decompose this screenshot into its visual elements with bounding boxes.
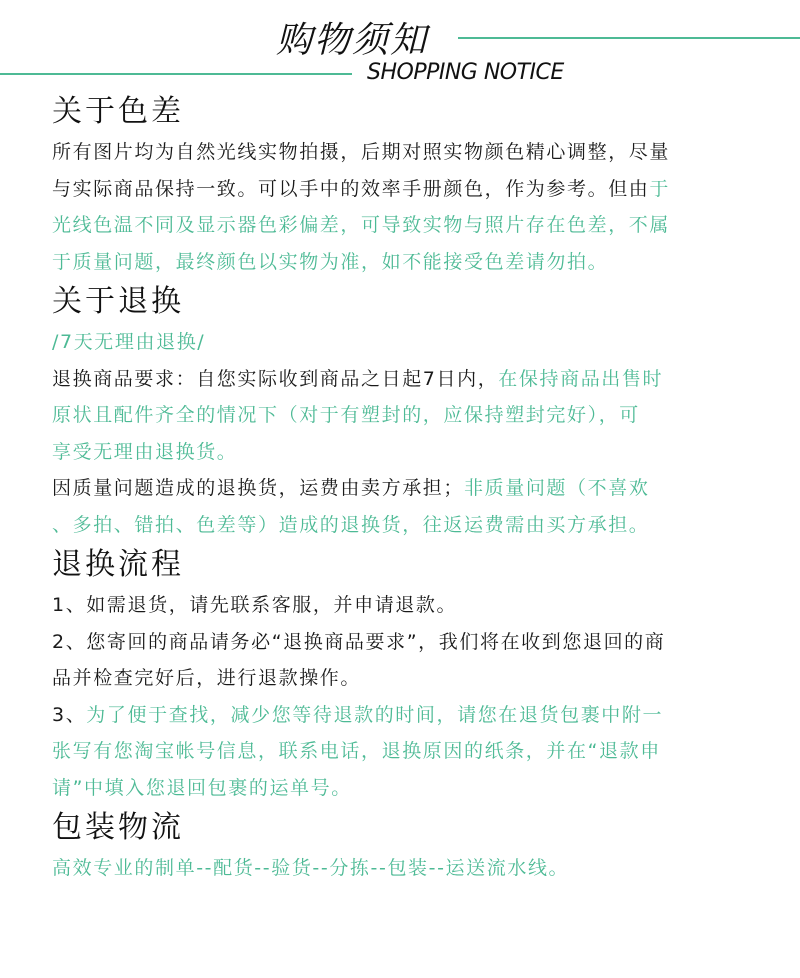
text-line (52, 361, 792, 398)
text-line (52, 134, 792, 171)
decorative-line-bottom (0, 73, 352, 75)
text-line (52, 171, 792, 208)
text-segment: 为了便于查找，减少您等待退款的时间，请您在退货包裹中附一 (86, 703, 664, 726)
text-segment: 3、 (52, 703, 87, 726)
text-segment: 所有图片均为自然光线实物拍摄，后期对照实物颜色精心调整，尽量 (52, 141, 671, 163)
text-segment: /7天无理由退换/ (52, 331, 206, 353)
section-heading: 关于退换 (52, 284, 184, 319)
text-segment: 与实际商品保持一致。可以手中的效率手册颜色，作为参考。但由 (52, 177, 650, 200)
text-segment: 在保持商品出售时 (498, 367, 664, 390)
text-line (52, 770, 792, 807)
text-segment: 1、如需退货，请先联系客服，并申请退款。 (52, 594, 458, 616)
text-segment: 高效专业的制单--配货--验货--分拣--包装--运送流水线。 (52, 857, 570, 879)
text-line (52, 470, 792, 507)
section-heading: 包装物流 (52, 810, 184, 845)
text-line (52, 507, 792, 544)
section-3 (52, 543, 792, 806)
text-segment: 2、您寄回的商品请务必“退换商品要求”，我们将在收到您退回的商 (52, 630, 666, 653)
section-heading: 退换流程 (52, 547, 184, 582)
page-subtitle: SHOPPING NOTICE (367, 60, 564, 85)
text-segment: 享受无理由退换货。 (52, 440, 238, 463)
text-segment: 品并检查完好后，进行退款操作。 (52, 667, 362, 689)
section-2 (52, 280, 792, 543)
text-line (52, 624, 792, 661)
text-line (52, 850, 792, 887)
text-line (52, 697, 792, 734)
section-4 (52, 806, 792, 887)
text-line (52, 324, 792, 361)
text-line (52, 733, 792, 770)
text-segment: 因质量问题造成的退换货，运费由卖方承担； (52, 477, 465, 499)
text-line (52, 587, 792, 624)
text-line (52, 397, 792, 434)
page-header (0, 0, 800, 95)
text-segment: 退换商品要求：自您实际收到商品之日起7日内， (52, 367, 499, 390)
text-line (52, 244, 792, 281)
decorative-line-top (458, 37, 800, 39)
text-segment: 于 (649, 177, 671, 200)
section-heading: 关于色差 (52, 94, 184, 129)
text-segment: 请”中填入您退回包裹的运单号。 (52, 776, 352, 799)
text-segment: 于质量问题，最终颜色以实物为准，如不能接受色差请勿拍。 (52, 250, 609, 273)
text-line (52, 660, 792, 697)
text-segment: 光线色温不同及显示器色彩偏差，可导致实物与照片存在色差，不属 (52, 214, 671, 236)
text-segment: 非质量问题（不喜欢 (464, 477, 650, 499)
page-title: 购物须知 (276, 20, 429, 61)
text-line (52, 207, 792, 244)
notice-content (52, 90, 792, 887)
text-segment: 、多拍、错拍、色差等）造成的退换货，往返运费需由买方承担。 (52, 513, 650, 536)
section-1 (52, 90, 792, 280)
text-line (52, 434, 792, 471)
text-segment: 张写有您淘宝帐号信息，联系电话，退换原因的纸条，并在“退款申 (52, 740, 661, 762)
text-segment: 原状且配件齐全的情况下（对于有塑封的，应保持塑封完好），可 (52, 404, 640, 426)
